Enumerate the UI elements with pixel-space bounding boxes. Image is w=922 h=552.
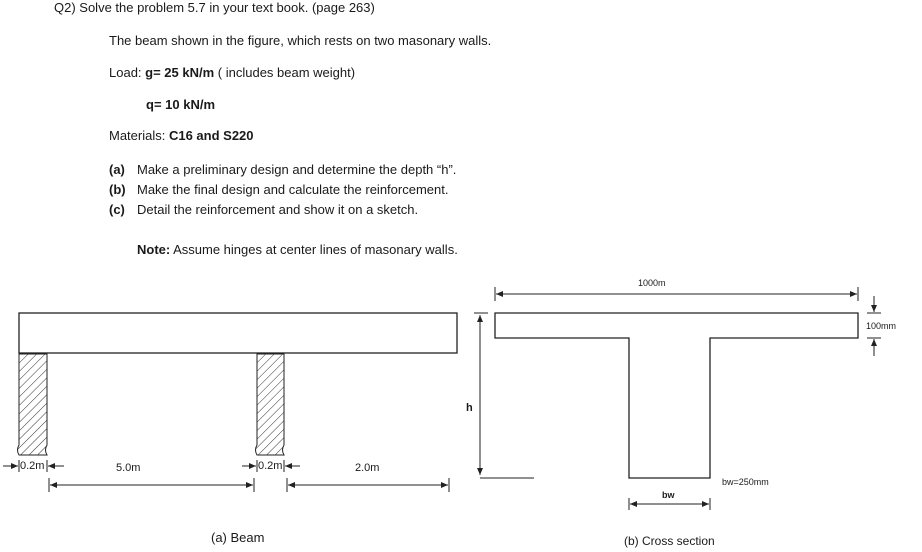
note-label: Note: xyxy=(137,242,171,257)
label-bw: bw xyxy=(662,490,675,500)
task-text: Detail the reinforcement and show it on a sketch. xyxy=(137,202,419,217)
beam-rect xyxy=(19,313,457,353)
problem-intro: The beam shown in the figure, which rests on two masonary walls. xyxy=(109,33,492,48)
caption-beam: (a) Beam xyxy=(211,530,265,545)
task-marker: (a) xyxy=(109,162,125,177)
load-q-value: q= 10 kN/m xyxy=(146,97,216,112)
label-flange-width: 1000m xyxy=(638,278,666,288)
label-wall-right-width: 0.2m xyxy=(258,460,283,472)
caption-section: (b) Cross section xyxy=(624,534,715,548)
section-figure xyxy=(495,287,881,510)
label-wall-left-width: 0.2m xyxy=(20,460,45,472)
label-flange-thickness: 100mm xyxy=(866,321,897,331)
task-marker: (b) xyxy=(109,182,126,197)
task-text: Make a preliminary design and determine the depth “h”. xyxy=(137,162,457,177)
label-overhang: 2.0m xyxy=(355,462,380,474)
task-marker: (c) xyxy=(109,202,125,217)
load-g-value: g= 25 kN/m xyxy=(145,65,215,80)
note-text: Assume hinges at center lines of masonary walls. xyxy=(170,242,458,257)
label-depth-h: h xyxy=(466,402,473,414)
problem-title: Q2) Solve the problem 5.7 in your text book. (page 263) xyxy=(54,0,375,15)
t-section-outline xyxy=(495,313,858,478)
label-bw-value: bw=250mm xyxy=(722,477,769,487)
left-wall xyxy=(18,354,48,455)
right-wall xyxy=(256,354,285,455)
task-text: Make the final design and calculate the reinforcement. xyxy=(137,182,449,197)
materials-label: Materials: xyxy=(109,128,169,143)
materials-value: C16 and S220 xyxy=(168,128,254,143)
load-g-note: ( includes beam weight) xyxy=(214,65,356,80)
label-span: 5.0m xyxy=(116,462,141,474)
load-label: Load: xyxy=(109,65,146,80)
